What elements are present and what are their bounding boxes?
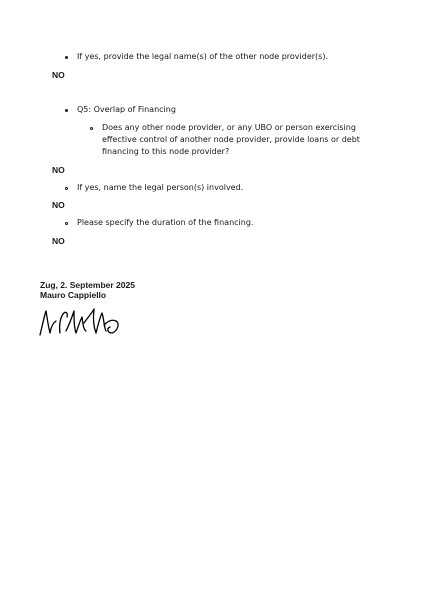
question-text: If yes, provide the legal name(s) of the other node provider(s). (77, 52, 328, 61)
answer-value: NO (52, 200, 65, 210)
place-date: Zug, 2. September 2025 (40, 280, 135, 290)
question-text: Please specify the duration of the financing. (77, 218, 254, 227)
question-text: If yes, name the legal person(s) involved. (77, 183, 244, 192)
signer-name: Mauro Cappiello (40, 290, 107, 300)
bullet-circle (65, 187, 68, 190)
answer-value: NO (52, 236, 65, 246)
bullet-dot (65, 109, 68, 112)
section-heading: Q5: Overlap of Financing (77, 105, 176, 114)
bullet-dot (65, 56, 68, 59)
answer-value: NO (52, 165, 65, 175)
answer-value: NO (52, 70, 65, 80)
bullet-circle (65, 222, 68, 225)
bullet-circle (90, 127, 93, 130)
signature-image (36, 303, 126, 343)
question-text: Does any other node provider, or any UBO or person exercising effective control of another node provider, provide loans or debt financing to this node provider? (102, 123, 360, 156)
